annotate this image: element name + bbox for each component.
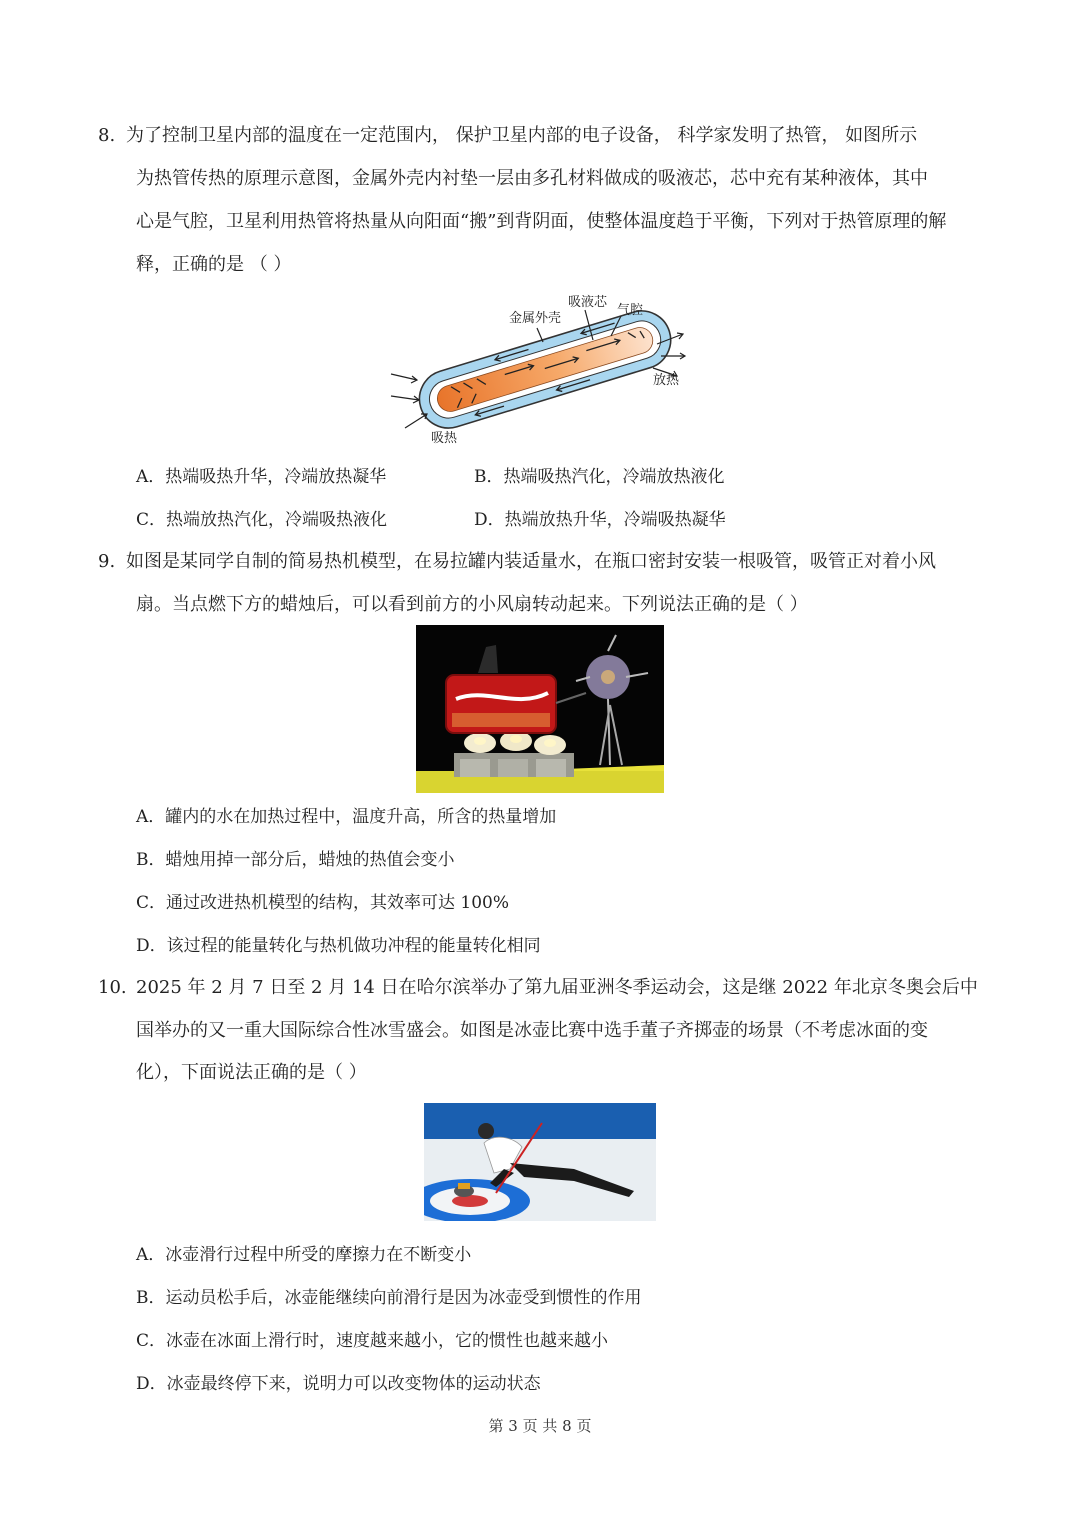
q8-option-b[interactable]: B．热端吸热汽化，冷端放热液化 (474, 467, 725, 487)
label-shell: 金属外壳 (509, 310, 562, 325)
question-9-text-line-1: 如图是某同学自制的简易热机模型，在易拉罐内装适量水，在瓶口密封安装一根吸管，吸管正对着小风 (126, 551, 936, 572)
curling-photo (424, 1103, 656, 1221)
label-wick: 吸液芯 (568, 294, 608, 309)
q8-option-d[interactable]: D．热端放热升华，冷端吸热凝华 (474, 510, 726, 530)
label-release: 放热 (653, 372, 680, 387)
question-9-text-line-2: 扇。当点燃下方的蜡烛后，可以看到前方的小风扇转动起来。下列说法正确的是（ ） (136, 594, 808, 615)
question-8-text-line-2: 为热管传热的原理示意图，金属外壳内衬垫一层由多孔材料做成的吸液芯，芯中充有某种液体，其中 (136, 168, 928, 189)
q9-option-c[interactable]: C．通过改进热机模型的结构，其效率可达 100% (136, 893, 510, 913)
heat-pipe-diagram (385, 290, 695, 450)
question-10-text-line-1: 2025 年 2 月 7 日至 2 月 14 日在哈尔滨举办了第九届亚洲冬季运动会，这是继 2022 年北京冬奥会后中 (136, 977, 978, 998)
label-cavity: 气腔 (617, 302, 644, 317)
q10-option-c[interactable]: C．冰壶在冰面上滑行时，速度越来越小，它的惯性也越来越小 (136, 1331, 609, 1351)
q10-option-b[interactable]: B．运动员松手后，冰壶能继续向前滑行是因为冰壶受到惯性的作用 (136, 1288, 642, 1308)
q9-option-d[interactable]: D．该过程的能量转化与热机做功冲程的能量转化相同 (136, 936, 541, 956)
q9-option-b[interactable]: B．蜡烛用掉一部分后，蜡烛的热值会变小 (136, 850, 455, 870)
q8-option-c[interactable]: C．热端放热汽化，冷端吸热液化 (136, 510, 388, 530)
question-10-text-line-2: 国举办的又一重大国际综合性冰雪盛会。如图是冰壶比赛中选手董子齐掷壶的场景（不考虑冰面的变 (136, 1020, 928, 1041)
question-10-text-line-3: 化），下面说法正确的是（ ） (136, 1062, 367, 1083)
q8-option-a[interactable]: A．热端吸热升华，冷端放热凝华 (136, 467, 387, 487)
heat-engine-photo (416, 625, 664, 793)
question-8-text-line-1: 为了控制卫星内部的温度在一定范围内， 保护卫星内部的电子设备， 科学家发明了热管， 如图所示 (126, 125, 918, 146)
q10-option-d[interactable]: D．冰壶最终停下来，说明力可以改变物体的运动状态 (136, 1374, 541, 1394)
question-8-number: 8. (98, 125, 116, 146)
question-9-number: 9. (98, 551, 116, 572)
question-8-text-line-3: 心是气腔，卫星利用热管将热量从向阳面“搬”到背阴面，使整体温度趋于平衡，下列对于热管原理的解 (136, 211, 947, 232)
question-8-text-line-4: 释，正确的是 （ ） (136, 254, 292, 275)
question-10-number: 10. (98, 977, 127, 998)
page-number-footer: 第 3 页 共 8 页 (488, 1417, 592, 1435)
q9-option-a[interactable]: A．罐内的水在加热过程中，温度升高，所含的热量增加 (136, 807, 557, 827)
label-absorb: 吸热 (431, 430, 458, 445)
q10-option-a[interactable]: A．冰壶滑行过程中所受的摩擦力在不断变小 (136, 1245, 472, 1265)
